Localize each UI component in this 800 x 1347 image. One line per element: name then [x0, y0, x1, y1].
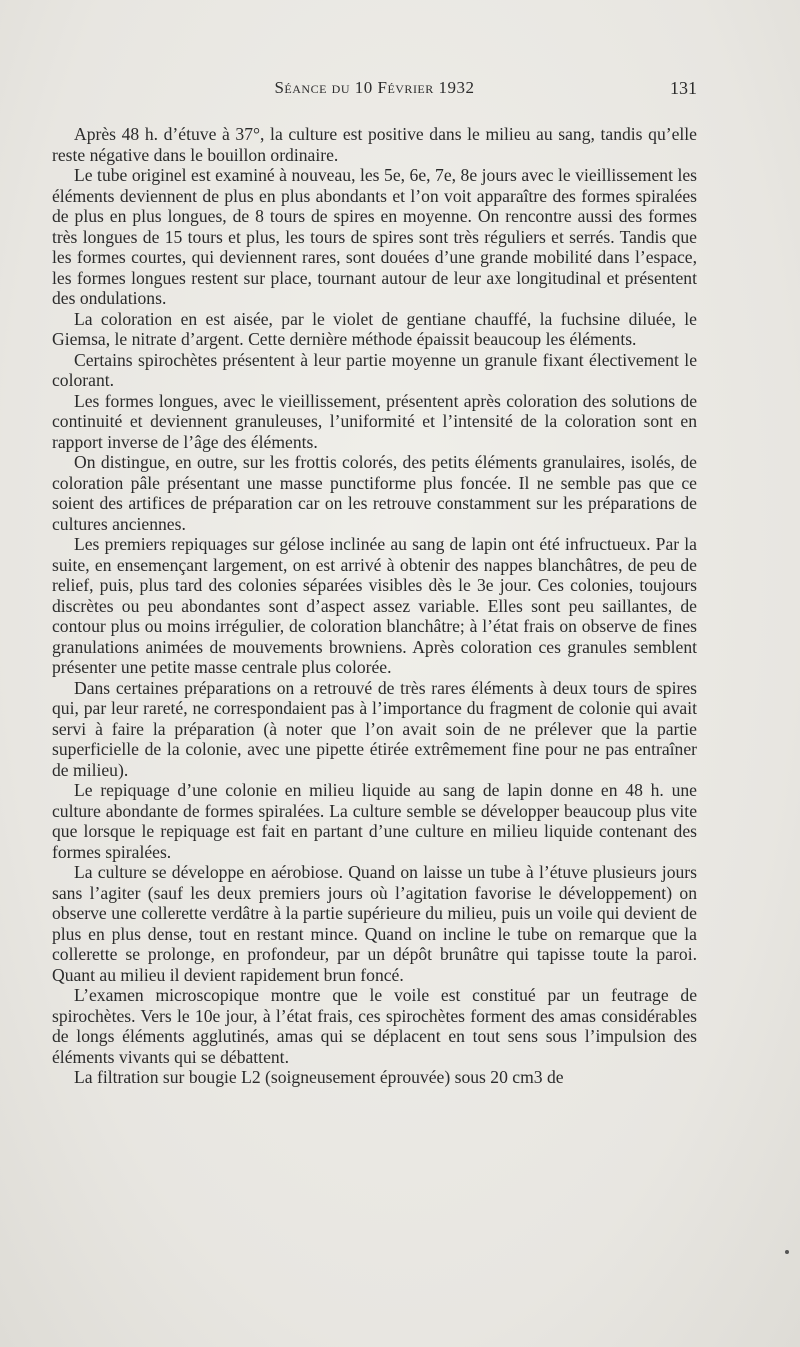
- page-number: 131: [670, 78, 697, 98]
- paragraph: La coloration en est aisée, par le violet de gentiane chauffé, la fuchsine diluée, le Giemsa, le nitrate d’argent. Cette dernière méthode épaissit beaucoup les éléments.: [52, 308, 697, 349]
- ink-speck: [785, 1250, 789, 1254]
- paragraph: Le repiquage d’une colonie en milieu liquide au sang de lapin donne en 48 h. une culture abondante de formes spiralées. La culture semble se développer beaucoup plus vite que lorsque le repiquage est fait en partant d’une culture en milieu liquide contenant des formes spiralées.: [52, 780, 697, 862]
- paragraph: Dans certaines préparations on a retrouvé de très rares éléments à deux tours de spires qui, par leur rareté, ne correspondaient pas à l’importance du fragment de colonie qui avait servi à faire la préparation (à noter que l’on avait soin de ne prélever que la partie superficielle de la colonie, avec une pipette étirée extrêmement fine pour ne pas entraîner de milieu).: [52, 677, 697, 780]
- paragraph: Les formes longues, avec le vieillissement, présentent après coloration des solutions de continuité et deviennent granuleuses, l’uniformité et l’intensité de la coloration sont en rapport inverse de l’âge des éléments.: [52, 390, 697, 452]
- paragraph: Certains spirochètes présentent à leur partie moyenne un granule fixant électivement le colorant.: [52, 349, 697, 390]
- paragraph: Le tube originel est examiné à nouveau, les 5e, 6e, 7e, 8e jours avec le vieillissement les éléments deviennent de plus en plus abondants et l’on voit apparaître des formes spiralées de plus en plus longues, de 8 tours de spires en moyenne. On rencontre aussi des formes très longues de 15 tours et plus, les tours de spires sont très réguliers et serrés. Tandis que les formes courtes, qui deviennent rares, sont douées d’une grande mobilité dans l’espace, les formes longues restent sur place, tournant autour de leur axe longitudinal et présentent des ondulations.: [52, 165, 697, 308]
- running-title: Séance du 10 Février 1932: [274, 78, 475, 97]
- paragraph: La filtration sur bougie L2 (soigneusement éprouvée) sous 20 cm3 de: [74, 1067, 564, 1087]
- paragraph: L’examen microscopique montre que le voile est constitué par un feutrage de spirochètes. Vers le 10e jour, à l’état frais, ces spirochètes forment des amas considérables de longs éléments agglutinés, amas qui se déplacent en tout sens sous l’impulsion des éléments vivants qui se débattent.: [52, 985, 697, 1067]
- body-text: [52, 124, 697, 1088]
- paragraph: Les premiers repiquages sur gélose inclinée au sang de lapin ont été infructueux. Par la suite, en ensemençant largement, on est arrivé à obtenir des nappes blanchâtres, de peu de relief, puis, plus tard des colonies séparées visibles dès le 3e jour. Ces colonies, toujours discrètes ou peu abondantes sont d’aspect assez variable. Elles sont peu saillantes, de contour plus ou moins irrégulier, de coloration blanchâtre; à l’état frais on observe de fines granulations animées de mouvements browniens. Après coloration ces granules semblent présenter une petite masse centrale plus colorée.: [52, 534, 697, 677]
- paragraph: Après 48 h. d’étuve à 37°, la culture est positive dans le milieu au sang, tandis qu’elle reste négative dans le bouillon ordinaire.: [52, 124, 697, 165]
- paragraph: On distingue, en outre, sur les frottis colorés, des petits éléments granulaires, isolés, de coloration pâle présentant une masse punctiforme plus foncée. Il ne semble pas que ce soient des artifices de préparation car on les retrouve constamment sur les préparations de cultures anciennes.: [52, 452, 697, 534]
- page-header: [52, 78, 697, 102]
- paragraph: La culture se développe en aérobiose. Quand on laisse un tube à l’étuve plusieurs jours sans l’agiter (sauf les deux premiers jours où l’agitation favorise le développement) on observe une collerette verdâtre à la partie supérieure du milieu, puis un voile qui devient de plus en plus dense, tout en restant mince. Quand on incline le tube on remarque que la collerette se prolonge, en profondeur, par un dépôt brunâtre qui tapisse toute la paroi. Quant au milieu il devient rapidement brun foncé.: [52, 862, 697, 985]
